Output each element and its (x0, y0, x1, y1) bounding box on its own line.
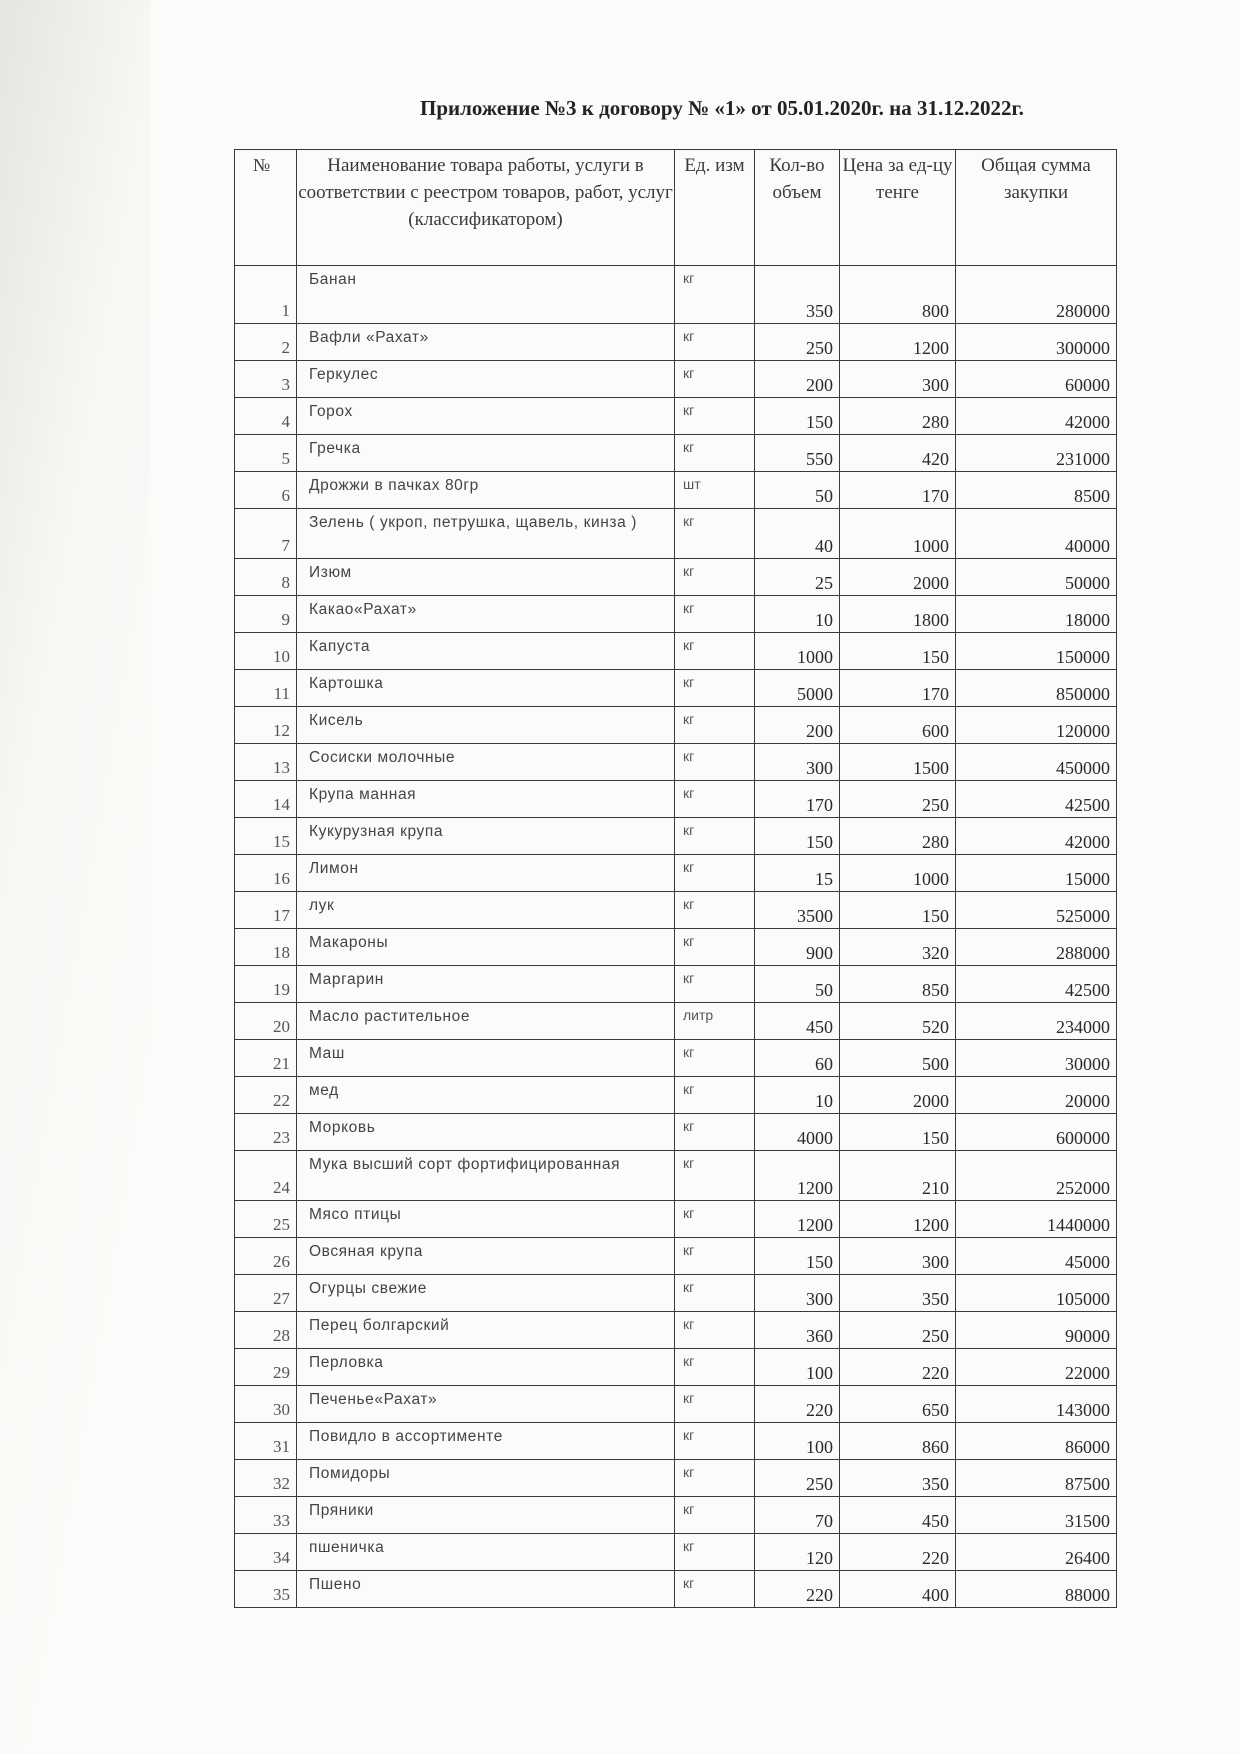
item-price: 280 (840, 398, 956, 435)
item-unit: кг (675, 1497, 755, 1534)
item-unit: кг (675, 966, 755, 1003)
item-total: 231000 (956, 435, 1117, 472)
header-quantity: Кол-во объем (755, 150, 840, 266)
item-unit: кг (675, 1151, 755, 1201)
item-name: Какао«Рахат» (297, 596, 675, 633)
row-number: 33 (235, 1497, 297, 1534)
item-name: Геркулес (297, 361, 675, 398)
item-name: Маргарин (297, 966, 675, 1003)
item-name: Перловка (297, 1349, 675, 1386)
item-unit: кг (675, 670, 755, 707)
item-quantity: 1200 (755, 1151, 840, 1201)
item-quantity: 5000 (755, 670, 840, 707)
row-number: 21 (235, 1040, 297, 1077)
item-total: 120000 (956, 707, 1117, 744)
row-number: 2 (235, 324, 297, 361)
table-row (235, 1238, 1117, 1275)
item-name: Горох (297, 398, 675, 435)
item-price: 250 (840, 1312, 956, 1349)
item-name: Овсяная крупа (297, 1238, 675, 1275)
item-unit: кг (675, 596, 755, 633)
item-unit: кг (675, 818, 755, 855)
item-total: 90000 (956, 1312, 1117, 1349)
header-unit: Ед. изм (675, 150, 755, 266)
item-name: Маш (297, 1040, 675, 1077)
row-number: 8 (235, 559, 297, 596)
item-quantity: 350 (755, 266, 840, 324)
item-quantity: 150 (755, 818, 840, 855)
item-unit: кг (675, 1571, 755, 1608)
row-number: 11 (235, 670, 297, 707)
item-unit: кг (675, 855, 755, 892)
item-price: 1200 (840, 1201, 956, 1238)
row-number: 30 (235, 1386, 297, 1423)
item-name: Кисель (297, 707, 675, 744)
row-number: 9 (235, 596, 297, 633)
row-number: 23 (235, 1114, 297, 1151)
item-unit: кг (675, 1238, 755, 1275)
item-name: Вафли «Рахат» (297, 324, 675, 361)
row-number: 19 (235, 966, 297, 1003)
item-quantity: 150 (755, 398, 840, 435)
item-quantity: 50 (755, 472, 840, 509)
item-price: 2000 (840, 1077, 956, 1114)
item-name: Дрожжи в пачках 80гр (297, 472, 675, 509)
item-name: Гречка (297, 435, 675, 472)
item-quantity: 1000 (755, 633, 840, 670)
item-total: 105000 (956, 1275, 1117, 1312)
item-price: 850 (840, 966, 956, 1003)
item-unit: кг (675, 1349, 755, 1386)
item-total: 15000 (956, 855, 1117, 892)
item-total: 42500 (956, 966, 1117, 1003)
table-row (235, 324, 1117, 361)
item-quantity: 70 (755, 1497, 840, 1534)
table-row (235, 1003, 1117, 1040)
item-total: 850000 (956, 670, 1117, 707)
item-name: Пряники (297, 1497, 675, 1534)
item-price: 170 (840, 670, 956, 707)
item-price: 320 (840, 929, 956, 966)
item-total: 60000 (956, 361, 1117, 398)
item-total: 280000 (956, 266, 1117, 324)
item-quantity: 220 (755, 1571, 840, 1608)
table-row (235, 966, 1117, 1003)
item-total: 30000 (956, 1040, 1117, 1077)
item-unit: кг (675, 1386, 755, 1423)
item-total: 50000 (956, 559, 1117, 596)
item-price: 1500 (840, 744, 956, 781)
table-header-row (235, 150, 1117, 266)
item-name: Картошка (297, 670, 675, 707)
scan-page-edge (0, 0, 150, 1754)
item-name: Банан (297, 266, 675, 324)
item-price: 350 (840, 1460, 956, 1497)
item-name: Мука высший сорт фортифицированная (297, 1151, 675, 1201)
row-number: 5 (235, 435, 297, 472)
item-quantity: 40 (755, 509, 840, 559)
row-number: 3 (235, 361, 297, 398)
table-row (235, 1534, 1117, 1571)
row-number: 24 (235, 1151, 297, 1201)
item-unit: кг (675, 929, 755, 966)
table-row (235, 855, 1117, 892)
item-unit: кг (675, 1201, 755, 1238)
item-quantity: 10 (755, 1077, 840, 1114)
item-quantity: 200 (755, 361, 840, 398)
item-quantity: 150 (755, 1238, 840, 1275)
item-total: 20000 (956, 1077, 1117, 1114)
item-name: Макароны (297, 929, 675, 966)
item-name: Мясо птицы (297, 1201, 675, 1238)
item-name: Изюм (297, 559, 675, 596)
item-unit: кг (675, 398, 755, 435)
item-total: 22000 (956, 1349, 1117, 1386)
table-row (235, 559, 1117, 596)
item-price: 600 (840, 707, 956, 744)
item-total: 8500 (956, 472, 1117, 509)
item-quantity: 100 (755, 1423, 840, 1460)
item-name: Зелень ( укроп, петрушка, щавель, кинза ) (297, 509, 675, 559)
table-row (235, 781, 1117, 818)
item-quantity: 170 (755, 781, 840, 818)
table-row (235, 1460, 1117, 1497)
item-name: Помидоры (297, 1460, 675, 1497)
item-quantity: 60 (755, 1040, 840, 1077)
row-number: 13 (235, 744, 297, 781)
row-number: 15 (235, 818, 297, 855)
item-unit: кг (675, 707, 755, 744)
table-row (235, 633, 1117, 670)
item-name: мед (297, 1077, 675, 1114)
item-unit: кг (675, 1040, 755, 1077)
header-name: Наименование товара работы, услуги в соответствии с реестром товаров, работ, услуг (классификатором) (297, 150, 675, 266)
table-row (235, 892, 1117, 929)
table-row (235, 1497, 1117, 1534)
item-total: 234000 (956, 1003, 1117, 1040)
table-row (235, 1077, 1117, 1114)
item-unit: шт (675, 472, 755, 509)
header-number: № (235, 150, 297, 266)
item-total: 1440000 (956, 1201, 1117, 1238)
row-number: 4 (235, 398, 297, 435)
item-price: 150 (840, 1114, 956, 1151)
item-total: 143000 (956, 1386, 1117, 1423)
item-quantity: 300 (755, 1275, 840, 1312)
item-unit: кг (675, 1534, 755, 1571)
row-number: 29 (235, 1349, 297, 1386)
item-unit: кг (675, 1312, 755, 1349)
item-total: 42000 (956, 398, 1117, 435)
row-number: 35 (235, 1571, 297, 1608)
item-unit: кг (675, 1275, 755, 1312)
item-name: Огурцы свежие (297, 1275, 675, 1312)
item-total: 288000 (956, 929, 1117, 966)
table-row (235, 1275, 1117, 1312)
item-quantity: 4000 (755, 1114, 840, 1151)
item-price: 2000 (840, 559, 956, 596)
table-row (235, 1040, 1117, 1077)
table-row (235, 1386, 1117, 1423)
item-price: 1000 (840, 509, 956, 559)
table-row (235, 596, 1117, 633)
item-unit: литр (675, 1003, 755, 1040)
table-row (235, 1114, 1117, 1151)
item-total: 86000 (956, 1423, 1117, 1460)
row-number: 26 (235, 1238, 297, 1275)
item-quantity: 250 (755, 324, 840, 361)
item-unit: кг (675, 509, 755, 559)
row-number: 16 (235, 855, 297, 892)
item-total: 252000 (956, 1151, 1117, 1201)
table-row (235, 707, 1117, 744)
table-row (235, 472, 1117, 509)
item-price: 170 (840, 472, 956, 509)
item-total: 600000 (956, 1114, 1117, 1151)
item-total: 42000 (956, 818, 1117, 855)
item-price: 350 (840, 1275, 956, 1312)
table-row (235, 1423, 1117, 1460)
row-number: 22 (235, 1077, 297, 1114)
item-price: 210 (840, 1151, 956, 1201)
item-name: Сосиски молочные (297, 744, 675, 781)
item-name: Пшено (297, 1571, 675, 1608)
item-price: 1000 (840, 855, 956, 892)
row-number: 25 (235, 1201, 297, 1238)
item-unit: кг (675, 435, 755, 472)
item-name: Капуста (297, 633, 675, 670)
item-price: 520 (840, 1003, 956, 1040)
row-number: 34 (235, 1534, 297, 1571)
item-price: 300 (840, 361, 956, 398)
item-name: пшеничка (297, 1534, 675, 1571)
table-row (235, 744, 1117, 781)
item-unit: кг (675, 1423, 755, 1460)
item-quantity: 220 (755, 1386, 840, 1423)
item-quantity: 10 (755, 596, 840, 633)
item-total: 26400 (956, 1534, 1117, 1571)
item-name: Печенье«Рахат» (297, 1386, 675, 1423)
item-price: 150 (840, 892, 956, 929)
item-price: 1200 (840, 324, 956, 361)
item-total: 87500 (956, 1460, 1117, 1497)
row-number: 10 (235, 633, 297, 670)
row-number: 12 (235, 707, 297, 744)
item-name: Кукурузная крупа (297, 818, 675, 855)
item-price: 800 (840, 266, 956, 324)
item-quantity: 15 (755, 855, 840, 892)
table-row (235, 266, 1117, 324)
table-row (235, 1349, 1117, 1386)
item-quantity: 550 (755, 435, 840, 472)
item-price: 220 (840, 1349, 956, 1386)
item-price: 420 (840, 435, 956, 472)
row-number: 1 (235, 266, 297, 324)
table-row (235, 818, 1117, 855)
item-total: 300000 (956, 324, 1117, 361)
item-quantity: 1200 (755, 1201, 840, 1238)
item-unit: кг (675, 892, 755, 929)
item-total: 40000 (956, 509, 1117, 559)
item-price: 650 (840, 1386, 956, 1423)
row-number: 14 (235, 781, 297, 818)
item-unit: кг (675, 1114, 755, 1151)
item-price: 500 (840, 1040, 956, 1077)
row-number: 18 (235, 929, 297, 966)
item-quantity: 360 (755, 1312, 840, 1349)
row-number: 28 (235, 1312, 297, 1349)
item-quantity: 450 (755, 1003, 840, 1040)
item-total: 450000 (956, 744, 1117, 781)
item-total: 42500 (956, 781, 1117, 818)
item-name: Лимон (297, 855, 675, 892)
goods-table (234, 149, 1117, 1608)
item-price: 860 (840, 1423, 956, 1460)
item-unit: кг (675, 1460, 755, 1497)
table-row (235, 1571, 1117, 1608)
table-row (235, 509, 1117, 559)
item-unit: кг (675, 559, 755, 596)
row-number: 32 (235, 1460, 297, 1497)
table-row (235, 435, 1117, 472)
table-row (235, 670, 1117, 707)
table-row (235, 361, 1117, 398)
row-number: 20 (235, 1003, 297, 1040)
item-total: 525000 (956, 892, 1117, 929)
item-quantity: 200 (755, 707, 840, 744)
item-total: 150000 (956, 633, 1117, 670)
item-price: 400 (840, 1571, 956, 1608)
item-total: 88000 (956, 1571, 1117, 1608)
item-quantity: 120 (755, 1534, 840, 1571)
row-number: 31 (235, 1423, 297, 1460)
item-price: 150 (840, 633, 956, 670)
item-quantity: 3500 (755, 892, 840, 929)
item-price: 220 (840, 1534, 956, 1571)
item-name: Перец болгарский (297, 1312, 675, 1349)
row-number: 27 (235, 1275, 297, 1312)
item-quantity: 300 (755, 744, 840, 781)
item-quantity: 250 (755, 1460, 840, 1497)
row-number: 6 (235, 472, 297, 509)
item-unit: кг (675, 266, 755, 324)
item-quantity: 100 (755, 1349, 840, 1386)
item-name: Повидло в ассортименте (297, 1423, 675, 1460)
item-name: Морковь (297, 1114, 675, 1151)
table-row (235, 398, 1117, 435)
row-number: 7 (235, 509, 297, 559)
item-unit: кг (675, 781, 755, 818)
document-title: Приложение №3 к договору № «1» от 05.01.2020г. на 31.12.2022г. (420, 96, 1024, 120)
table-row (235, 1151, 1117, 1201)
item-price: 300 (840, 1238, 956, 1275)
item-unit: кг (675, 324, 755, 361)
header-total: Общая сумма закупки (956, 150, 1117, 266)
item-price: 250 (840, 781, 956, 818)
row-number: 17 (235, 892, 297, 929)
item-price: 1800 (840, 596, 956, 633)
item-quantity: 25 (755, 559, 840, 596)
item-price: 450 (840, 1497, 956, 1534)
item-quantity: 50 (755, 966, 840, 1003)
item-name: Масло растительное (297, 1003, 675, 1040)
item-name: лук (297, 892, 675, 929)
table-row (235, 929, 1117, 966)
item-name: Крупа манная (297, 781, 675, 818)
item-unit: кг (675, 744, 755, 781)
header-price: Цена за ед-цу тенге (840, 150, 956, 266)
table-row (235, 1312, 1117, 1349)
item-unit: кг (675, 361, 755, 398)
item-quantity: 900 (755, 929, 840, 966)
item-price: 280 (840, 818, 956, 855)
item-total: 45000 (956, 1238, 1117, 1275)
item-unit: кг (675, 633, 755, 670)
item-total: 31500 (956, 1497, 1117, 1534)
item-unit: кг (675, 1077, 755, 1114)
table-row (235, 1201, 1117, 1238)
item-total: 18000 (956, 596, 1117, 633)
